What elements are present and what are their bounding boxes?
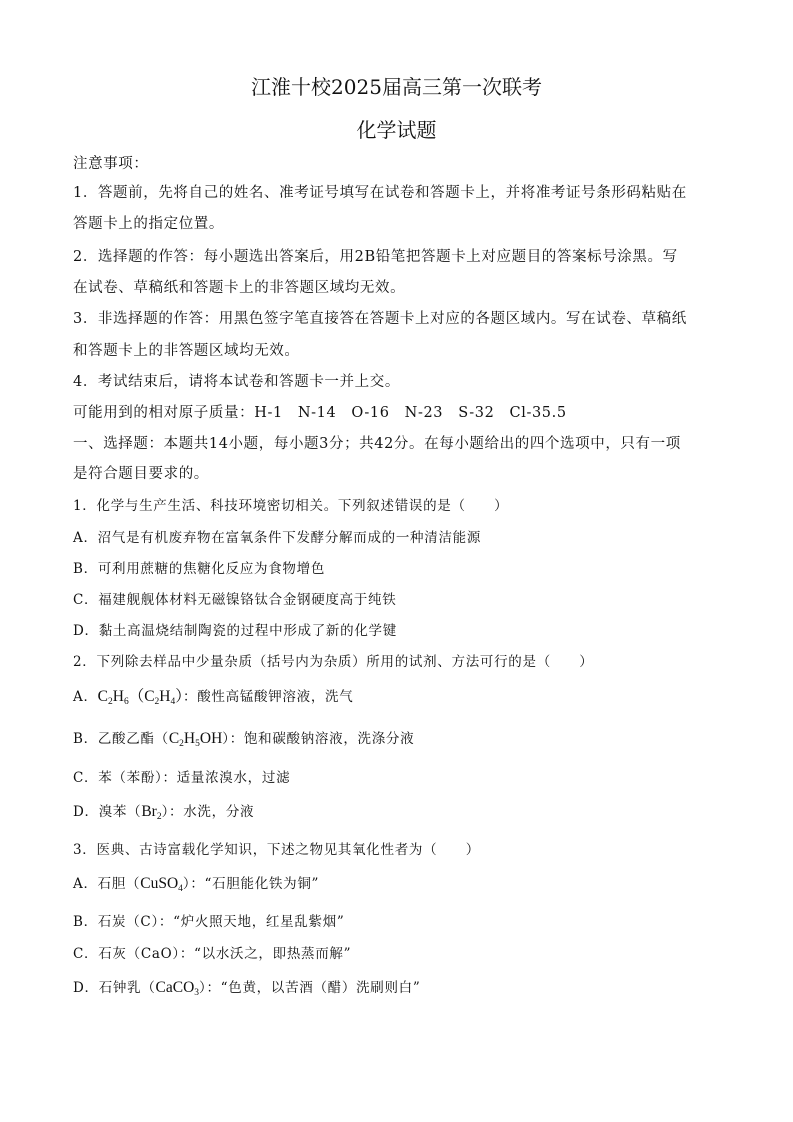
q3-stem: 3．医典、古诗富载化学知识，下述之物见其氧化性者为（ ） bbox=[73, 842, 480, 858]
q1-option-b: B．可利用蔗糖的焦糖化反应为食物增色 bbox=[73, 561, 326, 577]
q2-option-a: A．$C_2H_6(C_2H_4)$：酸性高锰酸钾溶液，洗气 bbox=[73, 688, 354, 707]
notice-item-1-line-2: 答题卡上的指定位置。 bbox=[73, 216, 224, 232]
formula-caco3: CaCO$_3$ bbox=[155, 979, 200, 998]
q2-option-b: B．乙酸乙酯$(C_2H_5OH)$：饱和碳酸钠溶液，洗涤分液 bbox=[73, 730, 415, 749]
notice-item-3-line-2: 和答题卡上的非答题区域均无效。 bbox=[73, 343, 300, 359]
q2-option-c: C．苯（苯酚）：适量浓溴水，过滤 bbox=[73, 770, 291, 786]
q2-stem: 2．下列除去样品中少量杂质（括号内为杂质）所用的试剂、方法可行的是（ ） bbox=[73, 654, 594, 670]
q3-option-b: B．石炭（C）：“炉火照天地，红星乱紫烟” bbox=[73, 914, 345, 930]
formula-c2h5oh: $C_2H_5OH$ bbox=[168, 730, 223, 749]
q3-option-d: D．石钟乳（CaCO$_3$）：“色黄，以苦酒（醋）洗刷则白” bbox=[73, 979, 421, 998]
q1-option-d: D．黏土高温烧结制陶瓷的过程中形成了新的化学键 bbox=[73, 623, 397, 639]
q1-option-c: C．福建舰舰体材料无磁镍铬钛合金钢硬度高于纯铁 bbox=[73, 592, 397, 608]
notice-item-1-line-1: 1．答题前，先将自己的姓名、准考证号填写在试卷和答题卡上，并将准考证号条形码粘贴在 bbox=[73, 185, 687, 201]
notice-item-2-line-1: 2．选择题的作答：每小题选出答案后，用2B铅笔把答题卡上对应题目的答案标号涂黑。写 bbox=[73, 249, 678, 265]
formula-cuso4: CuSO$_4$ bbox=[140, 875, 183, 894]
notice-item-3-line-1: 3．非选择题的作答：用黑色签字笔直接答在答题卡上对应的各题区域内。写在试卷、草稿纸 bbox=[73, 311, 687, 327]
section-1-line-1: 一、选择题：本题共14小题，每小题3分；共42分。在每小题给出的四个选项中，只有一项 bbox=[73, 436, 681, 452]
formula-c2h6-c2h4: $C_2H_6(C_2H_4)$ bbox=[97, 688, 184, 707]
atomic-mass-line: 可能用到的相对原子质量：H-1 N-14 O-16 N-23 S-32 Cl-35.5 bbox=[73, 405, 567, 421]
q1-option-a: A．沼气是有机废弃物在富氧条件下发酵分解而成的一种清洁能源 bbox=[73, 530, 482, 546]
formula-br2: $Br_2$ bbox=[141, 803, 162, 822]
q3-option-c: C．石灰（CaO）：“以水沃之，即热蒸而解” bbox=[73, 946, 352, 962]
notice-item-4: 4．考试结束后，请将本试卷和答题卡一并上交。 bbox=[73, 374, 400, 390]
q1-stem: 1．化学与生产生活、科技环境密切相关。下列叙述错误的是（ ） bbox=[73, 498, 509, 514]
notice-item-2-line-2: 在试卷、草稿纸和答题卡上的非答题区域均无效。 bbox=[73, 280, 406, 296]
q3-option-a: A．石胆（CuSO$_4$）：“石胆能化铁为铜” bbox=[73, 875, 320, 894]
subject-title: 化学试题 bbox=[356, 118, 437, 142]
section-1-line-2: 是符合题目要求的。 bbox=[73, 466, 209, 482]
notice-heading: 注意事项： bbox=[73, 156, 149, 172]
exam-title: 江淮十校2025届高三第一次联考 bbox=[251, 75, 542, 99]
q2-option-d: D．溴苯$(Br_2)$：水洗，分液 bbox=[73, 803, 255, 822]
